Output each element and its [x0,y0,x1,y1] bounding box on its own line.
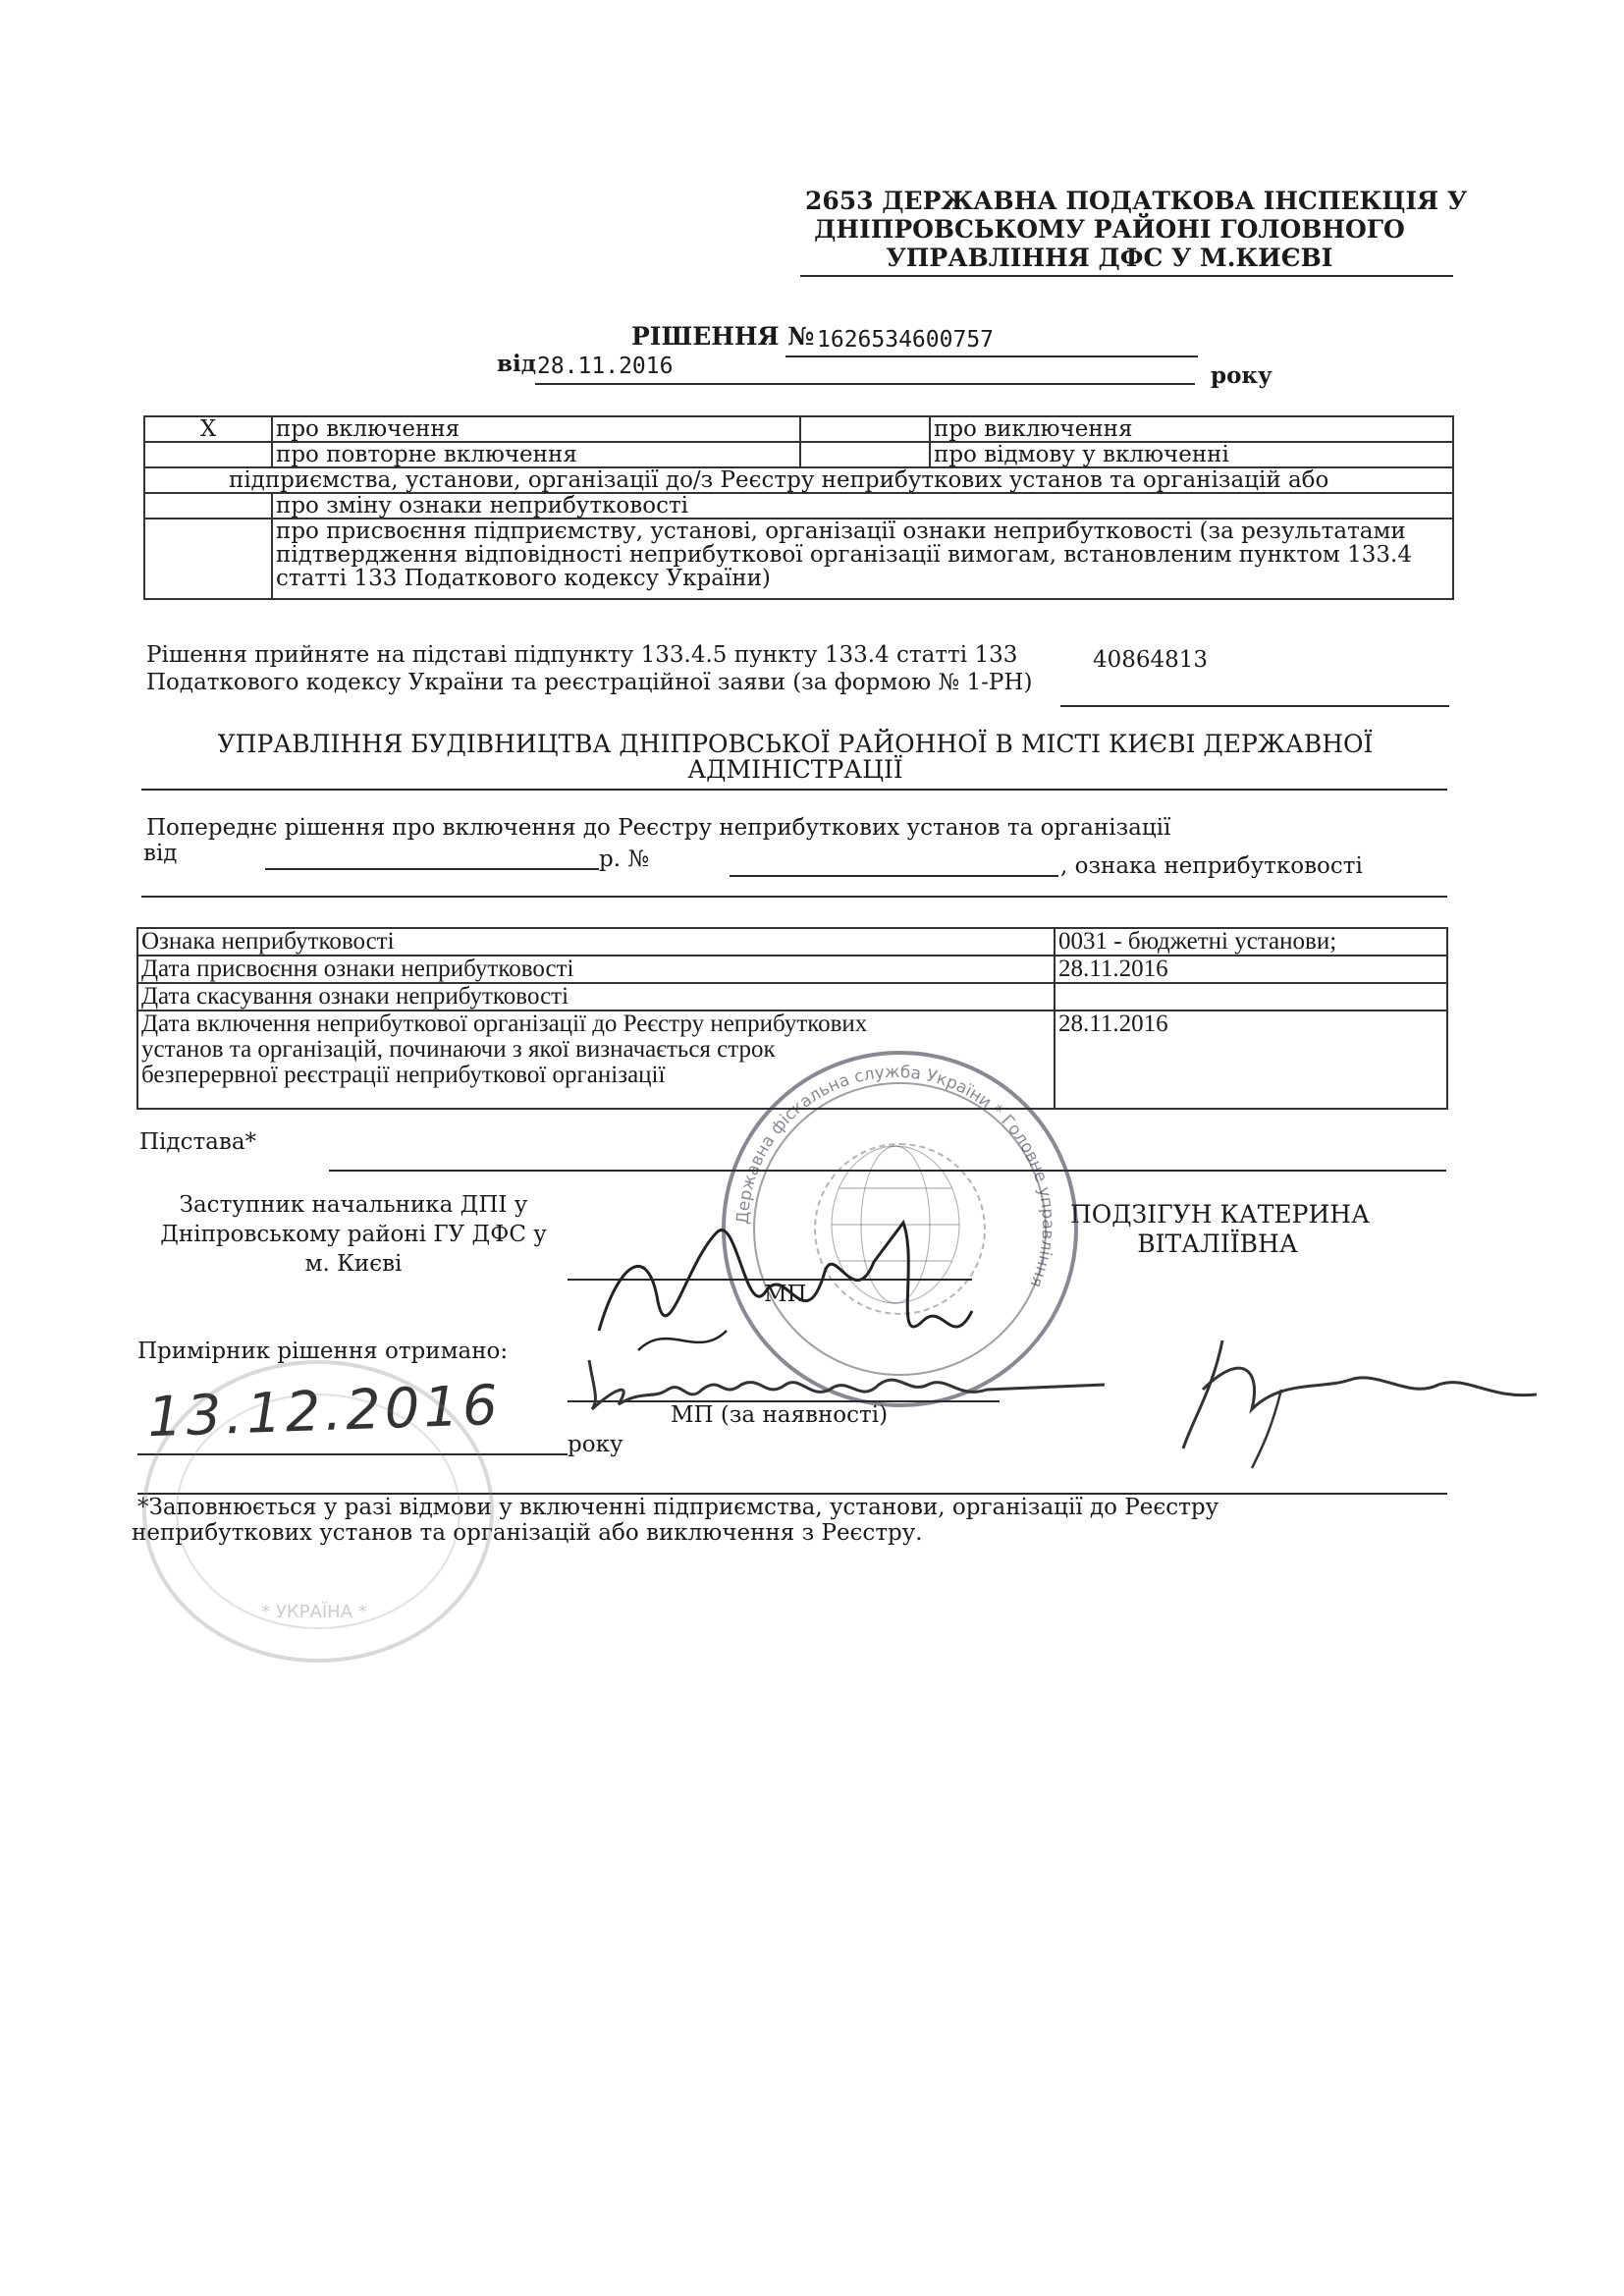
decision-number-line [785,355,1198,357]
issuer-line-2: ДНІПРОВСЬКОМУ РАЙОНІ ГОЛОВНОГО [814,215,1405,244]
issuer-underline [800,275,1453,277]
include-date-label-2: установ та організацій, починаючи з якої визначається строк [141,1036,776,1063]
receipt-stamp-label-text: * УКРАЇНА * [261,1602,367,1622]
signatory-name-2: ВІТАЛІЇВНА [1137,1230,1298,1258]
receipt-year-suffix: року [568,1432,623,1457]
option-assign-sign [272,519,1453,599]
refuse-checkbox [800,442,930,467]
decision-date-prefix: від [497,351,537,377]
change-sign-checkbox [144,493,272,519]
receipt-label: Примірник рішення отримано: [137,1339,509,1364]
re-include-checkbox [144,442,272,467]
include-date-label-3: безперервної реєстрації неприбуткової організації [141,1062,666,1088]
cancel-date-label: Дата скасування ознаки неприбутковості [137,983,1055,1011]
include-date-label [137,1011,1055,1109]
signatory-position-3: м. Києві [304,1251,403,1277]
option-include: про включення [272,416,800,442]
include-date-value: 28.11.2016 [1055,1011,1447,1109]
decision-year-suffix: року [1211,362,1272,389]
previous-underline [141,896,1447,898]
previous-sign: , ознака неприбутковості [1060,853,1363,879]
decision-date-line [535,383,1195,385]
receipt-handwritten-date: 13.12.2016 [145,1373,503,1450]
signatory-position [137,1190,569,1279]
previous-line-1: Попереднє рішення про включення до Реєстру неприбуткових установ та організації [146,815,1171,841]
include-mark: X [199,416,217,442]
signatory-name [1070,1200,1371,1259]
option-assign-line-2: підтвердження відповідності неприбуткової організації вимогам, встановленим пунктом 133.4 [276,542,1412,568]
issuer-line-1: 2653 ДЕРЖАВНА ПОДАТКОВА ІНСПЕКЦІЯ У [805,187,1468,215]
assign-date-value: 28.11.2016 [1055,956,1447,983]
organization-line-1: УПРАВЛІННЯ БУДІВНИЦТВА ДНІПРОВСЬКОЇ РАЙОННОЇ В МІСТІ КИЄВІ ДЕРЖАВНОЇ [217,730,1374,758]
official-stamp-ring-text: Державна фіскальна служба України * Головне управління [732,1062,1058,1290]
cancel-date-value [1055,983,1447,1011]
option-assign-line-1: про присвоєння підприємству, установі, організації ознаки неприбутковості (за результатами [276,519,1406,544]
signatory-stamp-label: МП [764,1282,807,1307]
issuer-header [805,187,1468,272]
receipt-date-line [137,1453,568,1455]
signatory-name-1: ПОДЗІГУН КАТЕРИНА [1070,1200,1371,1229]
basis-underline [1060,705,1449,707]
basis-line-1: Рішення прийняте на підставі підпункту 133.4.5 пункту 133.4 статті 133 [146,642,1018,668]
previous-year-no: р. № [599,847,650,872]
previous-date-line [265,868,599,870]
option-re-include: про повторне включення [272,442,800,467]
assign-sign-checkbox [144,519,272,599]
footnote-line-2: неприбуткових установ та організацій або виключення з Реєстру. [132,1520,923,1546]
decision-date: 28.11.2016 [537,354,674,379]
footnote-line-1: *Заповнюється у разі відмови у включенні підприємства, установи, організації до Реєстру [137,1495,1219,1520]
include-checkbox [144,416,272,442]
previous-from: від [143,841,178,866]
applicant-code: 40864813 [1093,647,1209,673]
signatory-position-1: Заступник начальника ДПІ у [179,1192,528,1218]
grounds-label: Підстава* [139,1129,257,1155]
issuer-line-3: УПРАВЛІННЯ ДФС У М.КИЄВІ [886,244,1333,272]
organization-underline [141,789,1447,791]
previous-number-line [730,875,1058,877]
receipt-stamp-label: МП (за наявності) [671,1402,889,1428]
details-table [136,927,1448,1110]
assign-date-label: Дата присвоєння ознаки неприбутковості [137,956,1055,983]
exclude-checkbox [800,416,930,442]
option-assign-line-3: статті 133 Податкового кодексу України) [276,566,771,591]
decision-title: РІШЕННЯ № [631,322,815,351]
option-register-line: підприємства, установи, організації до/з Реєстру неприбуткових установ та організацій або [144,467,1453,493]
option-exclude: про виключення [930,416,1453,442]
option-change-sign: про зміну ознаки неприбутковості [272,493,1453,519]
option-refuse: про відмову у включенні [930,442,1453,467]
signatory-position-2: Дніпровському районі ГУ ДФС у [160,1222,547,1247]
include-date-label-1: Дата включення неприбуткової організації до Реєстру неприбуткових [141,1011,868,1037]
decision-type-table [143,415,1454,600]
basis-line-2: Податкового кодексу України та реєстраційної заяви (за формою № 1-РН) [146,670,1033,695]
grounds-underline [329,1170,1446,1172]
organization-line-2: АДМІНІСТРАЦІЇ [687,755,903,784]
decision-number: 1626534600757 [817,327,995,353]
sign-label: Ознака неприбутковості [137,928,1055,956]
sign-value: 0031 - бюджетні установи; [1055,928,1447,956]
recipient-signature [574,1331,1556,1478]
